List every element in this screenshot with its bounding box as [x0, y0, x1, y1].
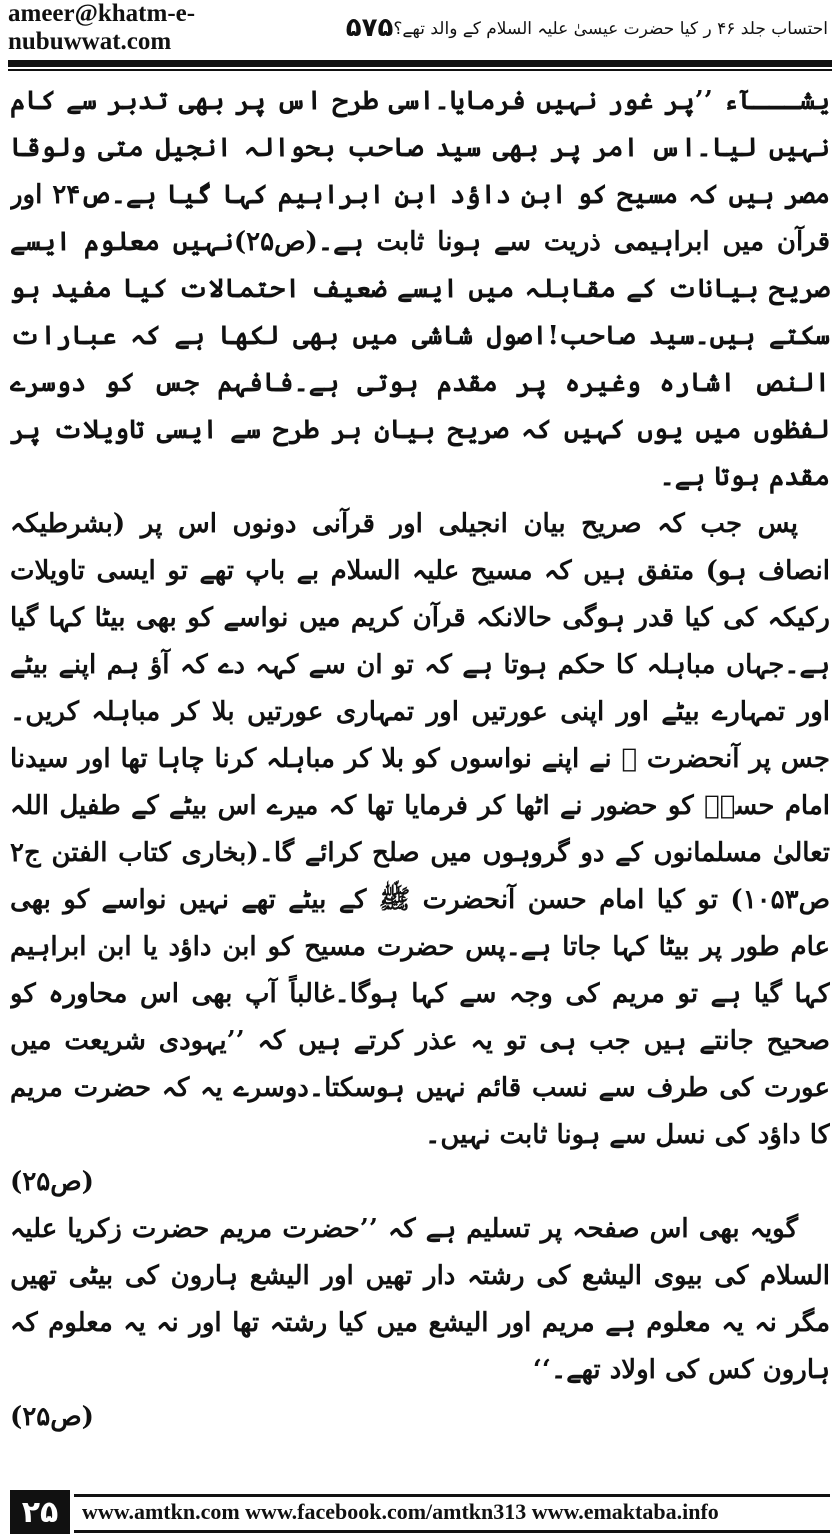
footer-rule-top [74, 1494, 830, 1497]
page-reference-1: (ص۲۵) [10, 1167, 94, 1197]
footer-page-number: ۲۵ [10, 1490, 70, 1534]
paragraph-2: پس جب کہ صریح بیان انجیلی اور قرآنی دونوں اس پر (بشرطیکہ انصاف ہو) متفق ہیں کہ مسیح علیہ السلام بے باپ تھے تو ایسی تاویلات رکیکہ کی کیا قدر ہوگی حالانکہ قرآن کریم میں نواسے کو بھی بیٹا کہا گیا ہے۔جہاں مباہلہ کا حکم ہوتا ہے کہ تو ان سے کہہ دے کہ آؤ ہم اپنے بیٹے اور تمہارے بیٹے اور اپنی عورتیں اور تمہاری عورتیں بلا کر مباہلہ کریں۔جس پر آنحضرت ﷺ نے اپنے نواسوں کو بلا کر مباہلہ کرنا چاہا تھا اور سیدنا امام حسنؓ کو حضور نے اٹھا کر فرمایا تھا کہ میرے اس بیٹے کے طفیل اللہ تعالیٰ مسلمانوں کے دو گروہوں میں صلح کرائے گا۔(بخاری کتاب الفتن ج۲ ص۱۰۵۳) تو کیا امام حسن آنحضرت ﷺ کے بیٹے تھے نہیں نواسے کو بھی عام طور پر بیٹا کہا جاتا ہے۔پس حضرت مسیح کو ابن داؤد یا ابن ابراہیم کہا گیا ہے تو مریم کی وجہ سے کہا ہوگا۔غالباً آپ بھی اس محاورہ کو صحیح جانتے ہیں جب ہی تو یہ عذر کرتے ہیں کہ ’’یہودی شریعت میں عورت کی طرف سے نسب قائم نہیں ہوسکتا۔دوسرے یہ کہ حضرت مریم کا داؤد کی نسل سے ہونا ثابت نہیں۔ [10, 509, 830, 1150]
reference-line-1 [10, 1159, 830, 1206]
header-page-number: ۵۷۵ [345, 13, 394, 43]
footer-rule-bottom [74, 1530, 830, 1533]
body-text [10, 78, 830, 1438]
header-title: احتساب جلد ۴۶ ر کیا حضرت عیسیٰ علیہ السلام کے والد تھے؟ [393, 18, 828, 39]
paragraph-1: یشـــآء ’’پر غور نہیں فرمایا۔اسی طرح اس پر بھی تدبر سے کام نہیں لیا۔اس امر پر بھی سید صاحب بحوالہ انجیل متی ولوقا مصر ہیں کہ مسیح کو ابن داؤد ابن ابراہیم کہا گیا ہے۔ص۲۴ اور قرآن میں ابراہیمی ذریت سے ہونا ثابت ہے۔(ص۲۵)نہیں معلوم ایسے صریح بیانات کے مقابلہ میں ایسے ضعیف احتمالات کیا مفید ہو سکتے ہیں۔سید صاحب!اصول شاشی میں بھی لکھا ہے کہ عبارات النص اشارہ وغیرہ پر مقدم ہوتی ہے۔فافہم جس کو دوسرے لفظوں میں یوں کہیں کہ صریح بیان ہر طرح سے ایسی تاویلات پر مقدم ہوتا ہے۔ [10, 86, 830, 492]
paragraph-3: گویہ بھی اس صفحہ پر تسلیم ہے کہ ’’حضرت مریم حضرت زکریا علیہ السلام کی بیوی الیشع کی رشتہ دار تھیں اور الیشع ہارون کی بیٹی تھیں مگر نہ یہ معلوم ہے مریم اور الیشع میں کیا رشتہ تھا اور نہ یہ معلوم کہ ہارون کس کی اولاد تھے۔‘‘ [10, 1214, 830, 1385]
page-header [0, 0, 840, 56]
footer-links: www.amtkn.com www.facebook.com/amtkn313 www.emaktaba.info [82, 1499, 719, 1524]
page-reference-2: (ص۲۵) [10, 1402, 94, 1432]
reference-line-2 [10, 1394, 830, 1438]
page-footer [0, 1480, 840, 1540]
header-email: ameer@khatm-e-nubuwwat.com [8, 0, 196, 55]
header-left [8, 0, 393, 56]
header-rule-thin [8, 69, 832, 71]
header-rule-thick [8, 60, 832, 67]
